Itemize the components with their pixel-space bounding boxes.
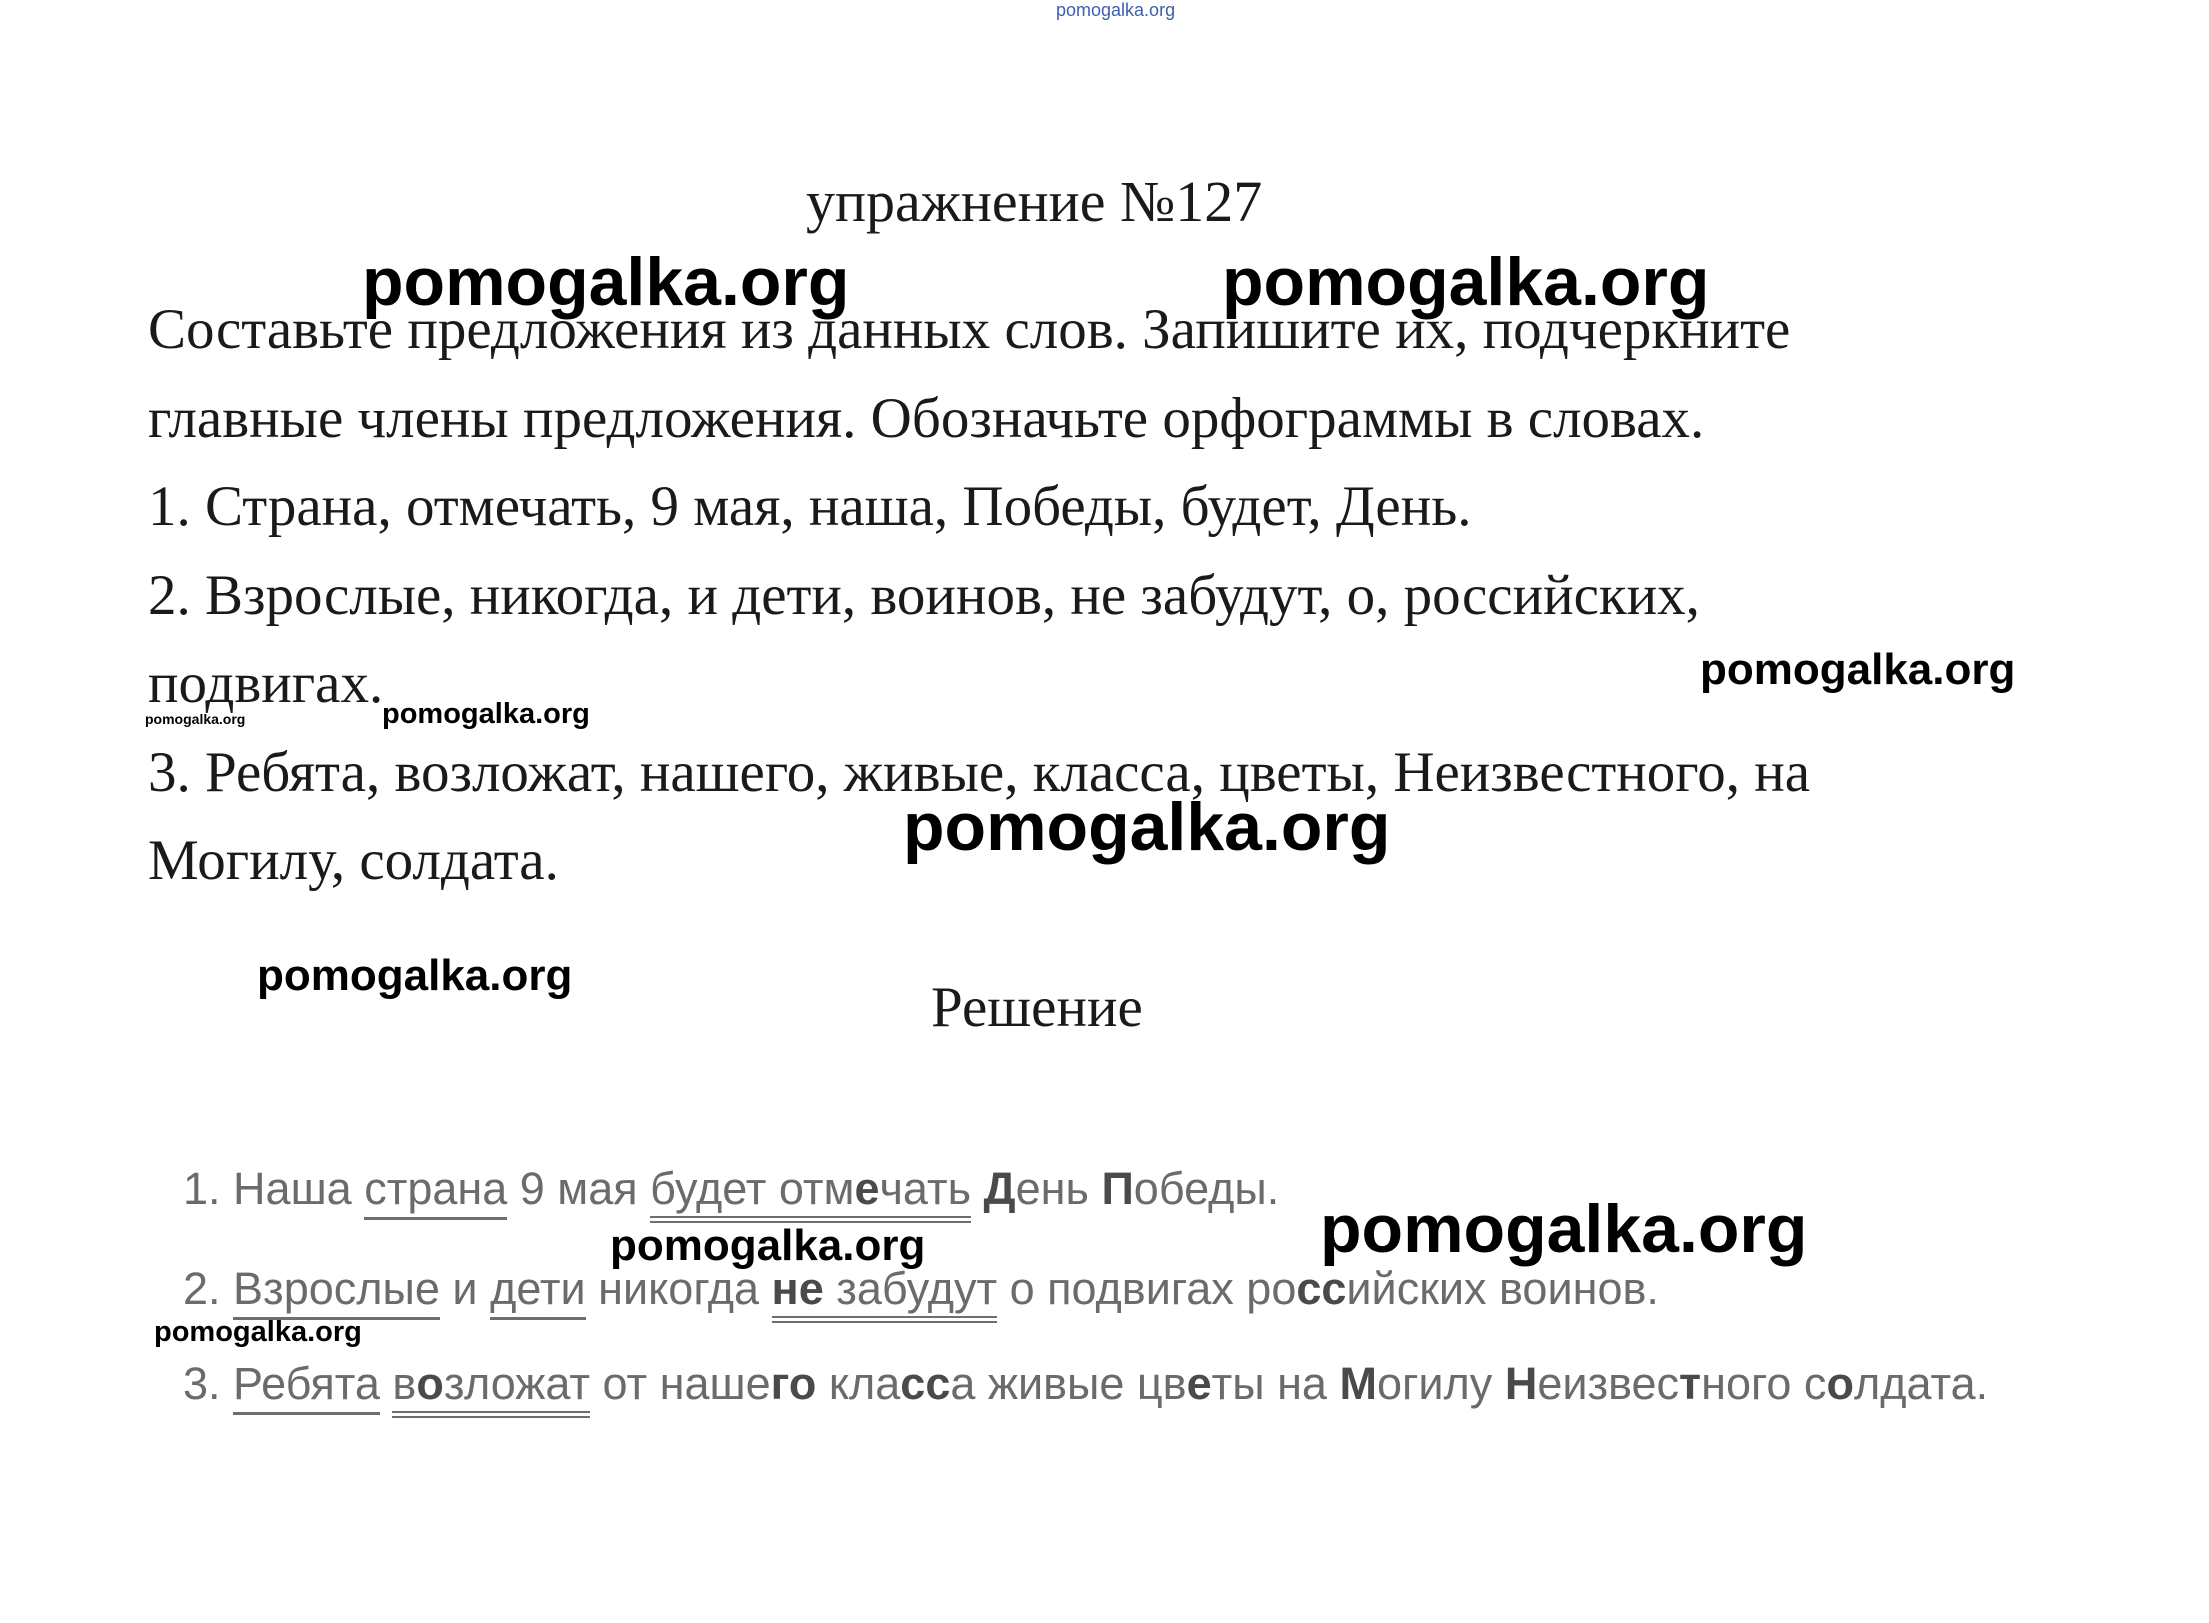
watermark: pomogalka.org [903, 789, 1391, 865]
task-item-3: 3. Ребята, возложат, нашего, живые, класса, цветы, Неизвестного, на [148, 741, 1811, 804]
watermark: pomogalka.org [145, 711, 246, 727]
predicate: будет отмечать [650, 1163, 971, 1223]
word: 9 мая [519, 1163, 638, 1214]
task-line-2: главные члены предложения. Обозначьте орфограммы в словах. [148, 387, 1705, 450]
word: Победы. [1101, 1163, 1280, 1214]
watermark: pomogalka.org [610, 1221, 926, 1270]
task-item-1: 1. Страна, отмечать, 9 мая, наша, Победы, будет, День. [148, 475, 1472, 538]
subject: Ребята [233, 1358, 380, 1415]
watermark: pomogalka.org [257, 951, 573, 1000]
subject: Взрослые [233, 1263, 440, 1320]
sentence-number: 2. [183, 1263, 221, 1314]
subject: страна [364, 1163, 507, 1220]
solution-sentence-1 [183, 1163, 1279, 1215]
task-item-2: 2. Взрослые, никогда, и дети, воинов, не забудут, о, российских, [148, 564, 1700, 627]
watermark: pomogalka.org [382, 698, 590, 730]
solution-sentence-3 [183, 1358, 1988, 1410]
watermark: pomogalka.org [1320, 1191, 1808, 1267]
sentence-number: 1. [183, 1163, 221, 1214]
watermark: pomogalka.org [362, 244, 850, 320]
solution-heading: Решение [931, 976, 1143, 1039]
watermark: pomogalka.org [154, 1316, 362, 1348]
word: о подвигах российских воинов. [1009, 1263, 1659, 1314]
subject: дети [490, 1263, 586, 1320]
watermark: pomogalka.org [1222, 244, 1710, 320]
task-item-3-cont: Могилу, солдата. [148, 829, 559, 892]
watermark: pomogalka.org [1700, 645, 2016, 694]
task-line-1: Составьте предложения из данных слов. Запишите их, подчеркните [148, 298, 1791, 361]
word: от нашего класса живые цветы на Могилу Неизвестного солдата. [602, 1358, 1989, 1409]
word: Наша [233, 1163, 352, 1214]
task-item-2-cont: подвигах. [148, 652, 384, 715]
predicate: возложат [392, 1358, 590, 1418]
conjunction: и [452, 1263, 478, 1314]
sentence-number: 3. [183, 1358, 221, 1409]
word: День [983, 1163, 1089, 1214]
word: никогда [598, 1263, 760, 1314]
predicate: не забудут [772, 1263, 998, 1323]
source-link[interactable]: pomogalka.org [1056, 0, 1176, 20]
exercise-title: упражнение №127 [806, 169, 1263, 234]
